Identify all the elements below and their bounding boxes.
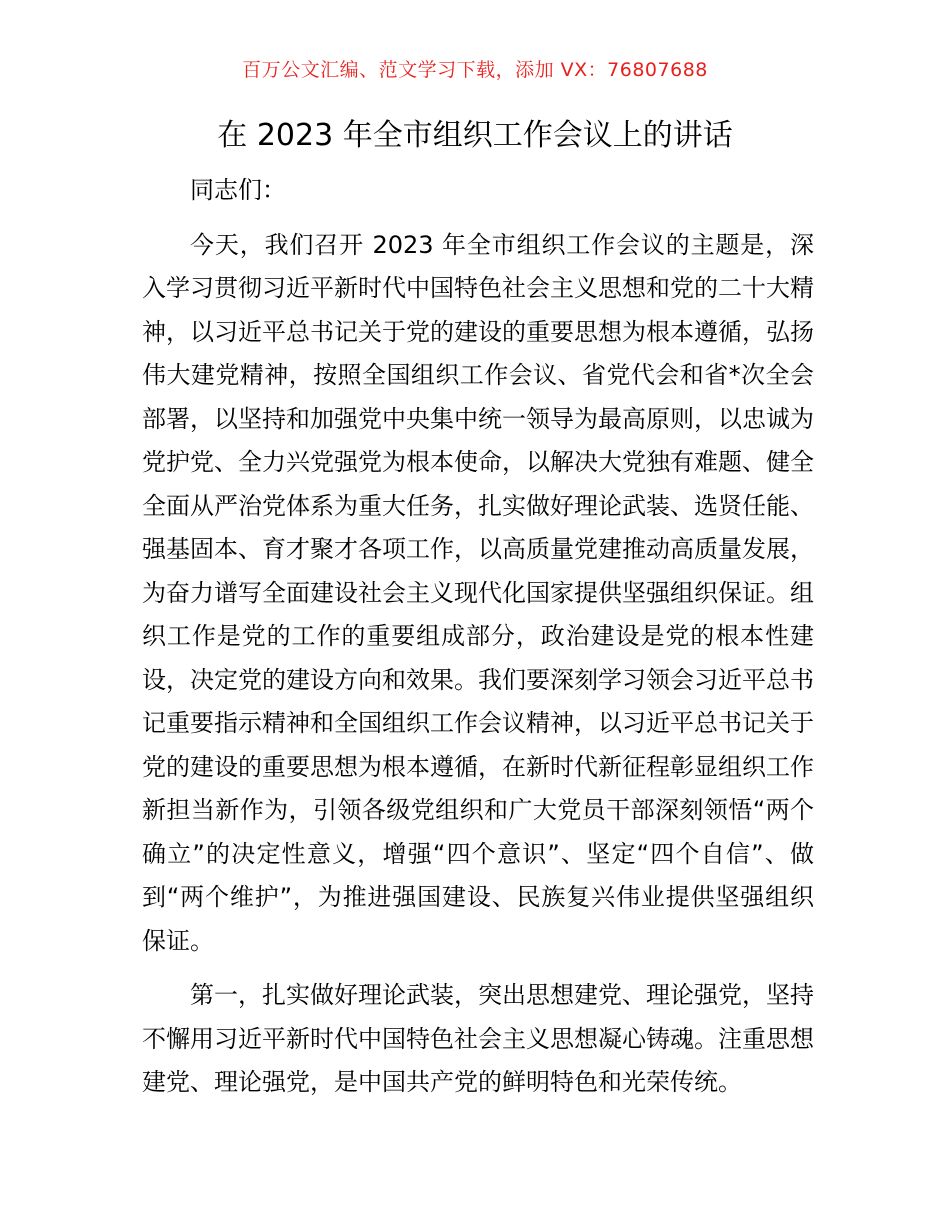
document-title: 在 2023 年全市组织工作会议上的讲话: [217, 118, 733, 153]
document-body: [142, 169, 814, 1105]
salutation: 同志们：: [190, 176, 286, 204]
download-banner: 百万公文汇编、范文学习下载，添加 VX：76807688: [242, 59, 708, 81]
paragraph-first-point: 第一，扎实做好理论武装，突出思想建党、理论强党，坚持不懈用习近平新时代中国特色社会主义思想凝心铸魂。注重思想建党、理论强党，是中国共产党的鲜明特色和光荣传统。: [142, 981, 814, 1096]
paragraph-opening: 今天，我们召开 2023 年全市组织工作会议的主题是，深入学习贯彻习近平新时代中国特色社会主义思想和党的二十大精神，以习近平总书记关于党的建设的重要思想为根本遵循，弘扬伟大建党精神，按照全国组织工作会议、省党代会和省*次全会部署，以坚持和加强党中央集中统一领导为最高原则，以忠诚为党护党、全力兴党强党为根本使命，以解决大党独有难题、健全全面从严治党体系为重大任务，扎实做好理论武装、选贤任能、强基固本、育才聚才各项工作，以高质量党建推动高质量发展，为奋力谱写全面建设社会主义现代化国家提供坚强组织保证。组织工作是党的工作的重要组成部分，政治建设是党的根本性建设，决定党的建设方向和效果。我们要深刻学习领会习近平总书记重要指示精神和全国组织工作会议精神，以习近平总书记关于党的建设的重要思想为根本遵循，在新时代新征程彰显组织工作新担当新作为，引领各级党组织和广大党员干部深刻领悟“两个确立”的决定性意义，增强“四个意识”、坚定“四个自信”、做到“两个维护”，为推进强国建设、民族复兴伟业提供坚强组织保证。: [142, 230, 814, 955]
